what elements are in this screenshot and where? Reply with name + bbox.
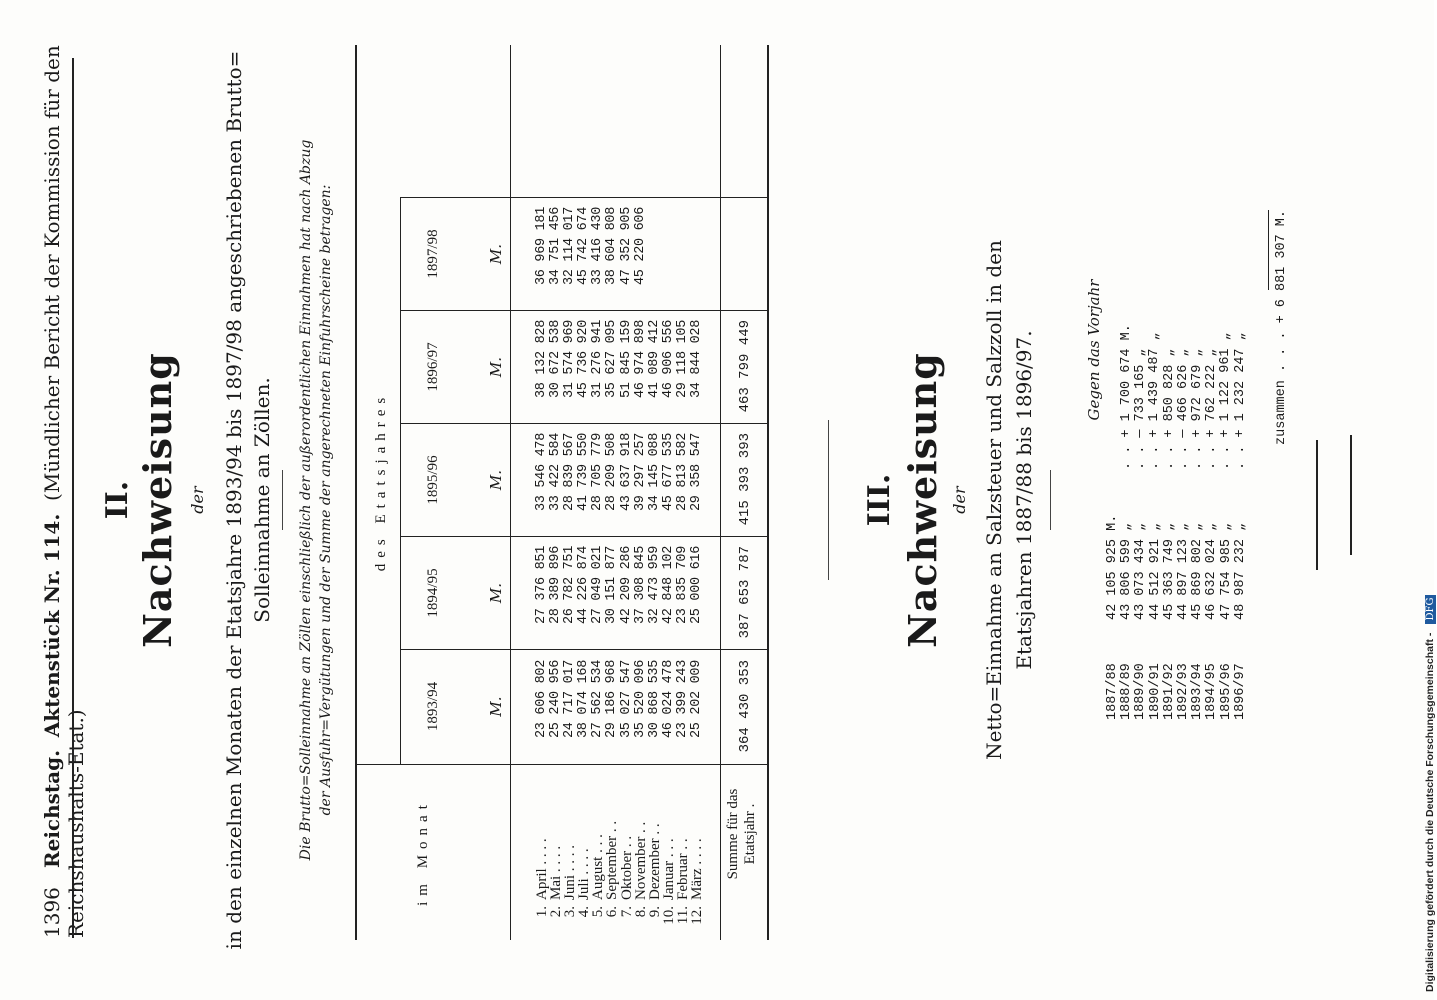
table-header-rule [510,45,511,940]
cell-value: 24 717 017 [562,660,578,739]
page-header [40,0,88,938]
month-label: Januar . . . [660,838,677,900]
table-vrule [400,649,769,650]
cell-value: 42 209 286 [618,546,634,625]
cell-value: 46 974 898 [632,320,648,399]
month-label: August . . . [590,834,607,900]
month-label: März . . . . [689,838,706,900]
cell-value: 34 844 028 [689,320,705,399]
month-label: April . . . . [534,838,550,900]
sum-label-line2: Etatsjahr . [742,803,758,865]
cell-value: 46 906 556 [660,320,676,399]
cell-value: 29 358 547 [689,433,705,512]
total-label: zusammen . . . [1274,331,1289,445]
s3-amount: 43 073 434 „ [1133,522,1149,620]
sum-label [725,768,759,900]
s3-change: . . + 762 222 „ [1204,348,1220,470]
values-column-1895 [535,433,704,533]
aktenstueck-label: Aktenstück Nr. 114. [40,513,64,738]
year-header: 1895/96 [425,455,441,505]
cell-value: 28 839 567 [562,433,578,512]
cell-value: 31 574 969 [562,320,578,399]
year-header: 1893/94 [425,681,441,732]
cell-value: 32 114 017 [562,207,578,286]
unit-label: M. [487,356,505,378]
cell-value: 25 000 616 [689,546,705,625]
cell-value: 36 969 181 [534,207,549,286]
section3-roman: III. [862,473,897,527]
row-number: 5. [590,906,607,918]
row-number: 3. [562,906,579,918]
closing-rule-2 [1350,435,1352,555]
header-subtitle: (Mündlicher Bericht der Kommission für den Reichshaushalts-Etat.) [40,45,88,938]
s3-year: 1894/95 [1204,663,1220,720]
cell-value: 30 151 877 [604,546,620,625]
section2-roman: II. [100,480,135,520]
month-header: im Monat [415,799,431,906]
table-years-rule [400,198,401,765]
cell-value: 33 416 430 [590,207,606,286]
section2-title: Nachweisung [135,352,180,648]
s3-change: . . + 1 700 674 M. [1119,324,1134,470]
closing-rule [1316,440,1318,570]
month-label: Juni . . . . [562,844,579,900]
s3-amount: 45 363 749 „ [1161,522,1177,620]
values-column-1894 [535,546,704,646]
section2-der: der [188,486,207,514]
sum-value: 387 653 787 [737,546,753,639]
section3-total [1274,210,1289,560]
unit-label: M. [487,696,505,717]
cell-value: 34 751 456 [548,207,564,286]
row-number: 4. [576,906,593,918]
sum-value: 364 430 353 [737,660,753,753]
s3-year: 1890/91 [1147,663,1163,720]
unit-label: M. [487,469,505,491]
cell-value: 30 868 535 [646,660,662,739]
s3-year: 1896/97 [1232,663,1248,720]
s3-amount: 46 632 024 „ [1204,522,1220,620]
cell-value: 28 705 779 [590,433,606,512]
row-number: 7. [618,906,635,918]
values-column-1893 [535,660,704,760]
cell-value: 45 677 535 [660,433,676,512]
s3-year: 1889/90 [1133,663,1149,720]
s3-year: 1893/94 [1190,663,1206,720]
month-label: Mai . . . . [548,845,565,900]
cell-value: 46 024 478 [660,660,676,739]
month-label: Oktober . . [618,835,635,900]
sum-value: 463 799 449 [737,320,753,413]
header-rule [72,58,74,938]
month-label: November . . [632,821,649,900]
table-vrule [400,197,769,198]
vs-header: Gegen das Vorjahr [1085,279,1103,421]
cell-value: 45 220 606 [632,207,648,286]
table-bottom-rule [767,45,769,940]
cell-value: 23 606 802 [534,660,549,739]
cell-value: 28 209 508 [604,433,620,512]
s3-amount: 43 806 599 „ [1119,522,1135,620]
s3-change: . . + 972 679 „ [1190,348,1206,470]
section3-title: Nachweisung [900,352,945,648]
month-label: September . . [604,820,621,900]
s3-year: 1895/96 [1218,663,1234,720]
section2-divider [282,470,283,530]
section3-changes-column [1120,220,1248,470]
s3-amount: 47 754 985 „ [1218,522,1234,620]
cell-value: 37 308 845 [632,546,648,625]
cell-value: 45 742 674 [576,207,592,286]
month-label: Dezember . . [646,823,663,900]
s3-year: 1892/93 [1176,663,1192,720]
month-label: Juli . . . . [576,848,593,900]
cell-value: 42 848 102 [660,546,676,625]
section3-divider [1050,470,1051,530]
cell-value: 33 546 478 [534,433,549,512]
row-number: 1. [534,906,550,918]
cell-value: 38 604 808 [604,207,620,286]
s3-change: . . — 466 626 „ [1175,348,1191,470]
section2-line1: in den einzelnen Monaten der Etatsjahre 1893/94 bis 1897/98 angeschriebenen Brutto= [222,50,246,950]
row-number: 11. [674,906,691,925]
values-column-1897 [535,207,648,307]
s3-year: 1888/89 [1119,663,1135,720]
s3-change: . . + 1 232 247 „ [1232,332,1248,470]
cell-value: 29 118 105 [674,320,690,399]
s3-change: . . + 1 122 961 „ [1218,332,1234,470]
cell-value: 26 782 751 [562,546,578,625]
cell-value: 38 132 828 [534,320,549,399]
cell-value: 28 813 582 [674,433,690,512]
cell-value: 38 074 168 [576,660,592,739]
section3-line1: Netto=Einnahme an Salzsteuer und Salzzoll in den [982,240,1006,760]
s3-amount: 44 512 921 „ [1147,522,1163,620]
s3-amount: 44 897 123 „ [1176,522,1192,620]
cell-value: 47 352 905 [618,207,634,286]
sum-value: 415 393 393 [737,433,753,526]
cell-value: 23 399 243 [674,660,690,739]
row-number: 8. [632,906,649,918]
cell-value: 35 627 095 [604,320,620,399]
cell-value: 28 389 896 [548,546,564,625]
sum-label-line1: Summe für das [725,788,741,880]
row-numbers-column [535,906,704,936]
section2-note-line2: der Ausfuhr=Vergütungen und der Summe der angerechneten Einfuhrscheine betragen: [318,184,334,816]
cell-value: 25 240 956 [548,660,564,739]
cell-value: 31 276 941 [590,320,606,399]
unit-label: M. [487,243,505,265]
page-number: 1396 [40,887,64,938]
section3-line2: Etatsjahren 1887/88 bis 1896/97. [1012,330,1036,670]
cell-value: 44 226 874 [576,546,592,625]
unit-label: M. [487,582,505,604]
total-rule [1268,210,1269,290]
cell-value: 34 145 088 [646,433,662,512]
cell-value: 41 739 550 [576,433,592,512]
reichstag-label: Reichstag. [40,749,64,869]
cell-value: 51 845 159 [618,320,634,399]
table-sum-rule [720,45,721,940]
table-section2 [355,45,770,940]
table-vrule [400,536,769,537]
s3-change: . . + 1 439 487 „ [1147,332,1163,470]
table-vrule [400,423,769,424]
row-number: 12. [689,906,706,925]
table-vrule [400,310,769,311]
row-number: 2. [548,906,565,918]
values-column-1896 [535,320,704,420]
cell-value: 27 049 021 [590,546,606,625]
digitization-text: Digitalisierung gefördert durch die Deutsche Forschungsgemeinschaft - [1424,632,1436,992]
cell-value: 27 562 534 [590,660,606,739]
cell-value: 25 202 009 [689,660,705,739]
year-header: 1896/97 [425,342,441,392]
section-separator [828,420,829,580]
years-header: des Etatsjahres [373,391,389,572]
cell-value: 39 297 257 [632,433,648,512]
row-number: 6. [604,906,621,918]
cell-value: 27 376 851 [534,546,549,625]
cell-value: 33 422 584 [548,433,564,512]
cell-value: 35 027 547 [618,660,634,739]
s3-year: 1891/92 [1161,663,1177,720]
cell-value: 41 089 412 [646,320,662,399]
section3-years-column [1106,630,1248,720]
cell-value: 29 186 968 [604,660,620,739]
month-label: Februar . . [674,838,691,900]
year-header: 1897/98 [425,229,441,279]
s3-change: . . — 733 165 „ [1133,348,1149,470]
dfg-logo: DFG [1425,595,1436,624]
s3-amount: 48 987 232 „ [1232,522,1248,620]
row-number: 10. [660,906,677,925]
cell-value: 32 473 959 [646,546,662,625]
section3-amounts-column [1106,480,1248,620]
section2-note-line1: Die Brutto=Solleinnahme an Zöllen einschließlich der außerordentlichen Einnahmen hat nach Abzug [298,139,314,861]
s3-amount: 45 869 802 „ [1190,522,1206,620]
row-number: 9. [646,906,663,918]
s3-change: . . + 850 828 „ [1161,348,1177,470]
cell-value: 30 672 538 [548,320,564,399]
total-value: + 6 881 307 M. [1274,210,1289,324]
s3-year: 1887/88 [1105,663,1120,720]
digitization-note [1418,595,1437,992]
cell-value: 35 520 096 [632,660,648,739]
cell-value: 45 736 920 [576,320,592,399]
s3-amount: 42 105 925 M. [1105,514,1120,620]
cell-value: 23 835 709 [674,546,690,625]
year-header: 1894/95 [425,568,441,618]
section3-der: der [950,486,969,514]
table-top-rule [355,45,357,940]
section2-line2: Solleinnahme an Zöllen. [250,377,274,623]
months-column [535,768,704,900]
cell-value: 43 637 918 [618,433,634,512]
